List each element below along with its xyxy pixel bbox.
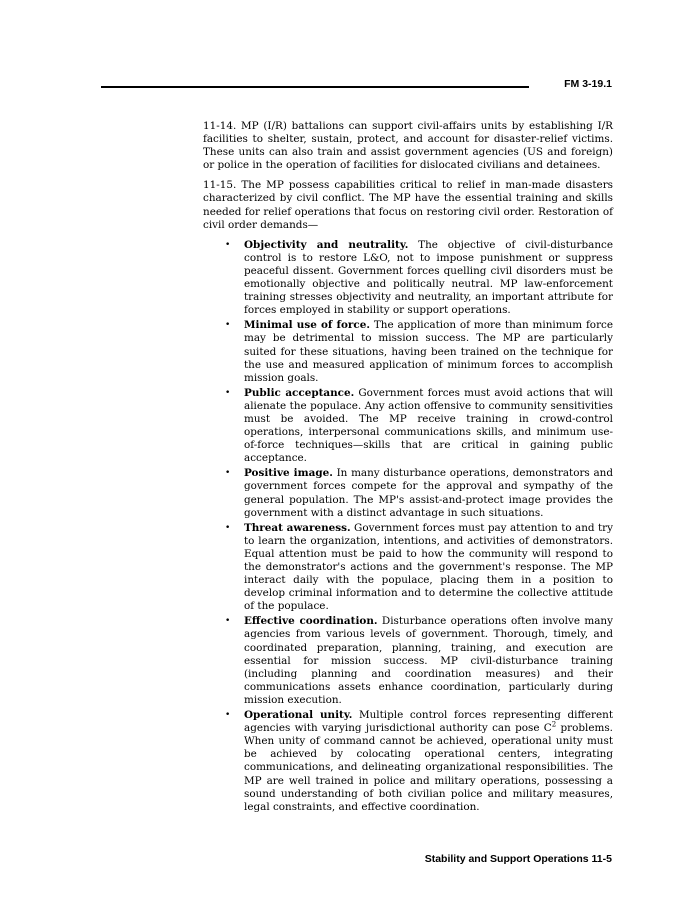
bullet-effective-coordination (203, 615, 613, 707)
bullet-title: Effective coordination. (244, 615, 378, 628)
bullet-text: The application of more than minimum force may be detrimental to mission success. The MP are particularly suited for these situations, having been trained on the technique for the use and measured application of minimum forces to accomplish mission goals. (244, 319, 613, 384)
bullet-icon: • (225, 239, 231, 250)
bullet-public-acceptance (203, 387, 613, 466)
bullet-text: Disturbance operations often involve many agencies from various levels of government. Thorough, timely, and coordinated preparation, planning, training, and execution are essential for mission success. MP civil-disturbance training (including planning and coordination measures) and their communications assets enhance coordination, particularly during mission execution. (244, 615, 613, 706)
paragraph-11-15: 11-15. The MP possess capabilities critical to relief in man-made disasters characterized by civil conflict. The MP have the essential training and skills needed for relief operations that focus on restoring civil order. Restoration of civil order demands— (203, 179, 613, 231)
bullet-operational-unity (203, 709, 613, 814)
bullet-threat-awareness (203, 522, 613, 614)
bullet-icon: • (225, 468, 231, 479)
bullet-icon: • (225, 616, 231, 627)
bullet-title: Threat awareness. (244, 521, 351, 534)
bullet-icon: • (225, 522, 231, 533)
bullet-title: Public acceptance. (244, 386, 355, 399)
document-id: FM 3-19.1 (564, 78, 612, 90)
bullet-icon: • (225, 710, 231, 721)
bullet-title: Positive image. (244, 467, 333, 480)
bullet-title: Operational unity. (244, 709, 353, 722)
bullet-icon: • (225, 387, 231, 398)
header-rule (101, 86, 529, 88)
bullet-title: Objectivity and neutrality. (244, 238, 409, 251)
bullet-text: In many disturbance operations, demonstrators and government forces compete for the approval and sympathy of the general population. The MP's assist-and-protect image provides the government with a distinct advantage in such situations. (244, 467, 613, 519)
bullet-text: The objective of civil-disturbance control is to restore L&O, not to impose punishment or suppress peaceful dissent. Government forces quelling civil disorders must be emotionally objective and politically neutral. MP law-enforcement training stresses objectivity and neutrality, an important attribute for forces employed in stability or support operations. (244, 238, 613, 317)
bullet-text: Government forces must pay attention to and try to learn the organization, intentions, and activities of demonstrators. Equal attention must be paid to how the community will respond to the demonstrator's actions and the government's response. The MP interact daily with the populace, placing them in a position to develop criminal information and to determine the collective attitude of the populace. (244, 521, 614, 613)
page-footer: Stability and Support Operations 11-5 (424, 853, 612, 865)
body-text (203, 120, 613, 816)
bullet-text: Government forces must avoid actions that will alienate the populace. Any action offensive to community sensitivities must be avoided. The MP receive training in crowd-control operations, interpersonal communications skills, and minimum use-of-force techniques—skills that are critical in gaining public acceptance. (244, 386, 613, 465)
bullet-objectivity (203, 239, 613, 318)
paragraph-11-14: 11-14. MP (I/R) battalions can support civil-affairs units by establishing I/R facilities to shelter, sustain, protect, and account for disaster-relief victims. These units can also train and assist government agencies (US and foreign) or police in the operation of facilities for dislocated civilians and detainees. (203, 120, 613, 172)
bullet-positive-image (203, 467, 613, 519)
bullet-title: Minimal use of force. (244, 319, 370, 332)
bullet-text-part-2: problems. When unity of command cannot be achieved, operational unity must be achieved by colocating operational centers, integrating communications, and delineating organizational responsibilities. The MP are well trained in police and military operations, possessing a sound understanding of both civilian police and military measures, legal constraints, and effective coordination. (244, 722, 613, 813)
bullet-icon: • (225, 320, 231, 331)
superscript-2: 2 (551, 720, 557, 729)
bullet-list (203, 239, 613, 814)
bullet-text-part-1: Multiple control forces representing different agencies with varying jurisdictional authority can pose C (244, 709, 613, 735)
bullet-minimal-force (203, 319, 613, 384)
